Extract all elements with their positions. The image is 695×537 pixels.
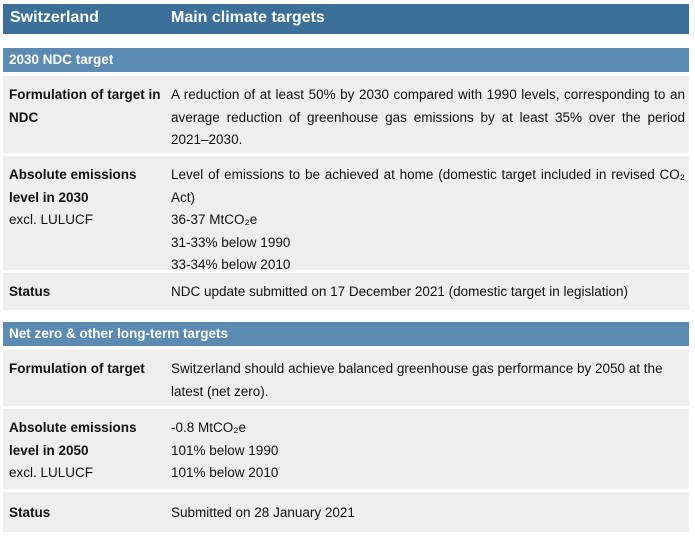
value-line: Level of emissions to be achieved at home (domestic target included in revised CO₂ Act) [171, 167, 685, 205]
value-line: -0.8 MtCO₂e [171, 420, 247, 435]
value-line: 31-33% below 1990 [171, 234, 291, 250]
section-title: 2030 NDC target [9, 52, 114, 67]
table-row-formulation-ndc [3, 76, 689, 153]
row-label-text: Formulation of target [9, 361, 145, 376]
section-header-2030-ndc [3, 48, 689, 72]
value-line: 33-34% below 2010 [171, 257, 291, 272]
row-value: A reduction of at least 50% by 2030 compared with 1990 levels, corresponding to an average reduction of greenhouse gas emissions by at least 35% over the period 2021–2030. [171, 87, 685, 147]
row-label [9, 358, 163, 381]
table-row-formulation-longterm [3, 350, 689, 406]
row-label-text: Absolute emissions level in 2030 [9, 167, 137, 205]
row-value: NDC update submitted on 17 December 2021 (domestic target in legislation) [171, 284, 628, 299]
row-value: Submitted on 28 January 2021 [171, 505, 355, 520]
row-label-text: Absolute emissions level in 2050 [9, 420, 137, 458]
value-line: 36-37 MtCO₂e [171, 212, 258, 227]
row-value [171, 417, 685, 485]
row-label-text: Status [9, 505, 51, 520]
value-line: 101% below 2010 [171, 465, 279, 480]
table-row-absolute-2050 [3, 409, 689, 489]
table-row-status-longterm [3, 492, 689, 532]
row-sublabel: excl. LULUCF [9, 212, 94, 227]
section-title: Net zero & other long-term targets [9, 326, 229, 341]
table-row-status-ndc [3, 273, 689, 310]
row-label [9, 281, 163, 304]
section-header-net-zero [3, 322, 689, 346]
value-line: 101% below 1990 [171, 442, 279, 458]
row-value [171, 164, 685, 277]
table-header [3, 4, 689, 34]
table-row-absolute-2030 [3, 156, 689, 270]
row-label [9, 417, 163, 485]
country-title: Switzerland [10, 9, 99, 26]
row-label [9, 84, 163, 129]
row-label [9, 164, 163, 232]
row-label-text: Status [9, 284, 51, 299]
table-title: Main climate targets [171, 9, 325, 26]
row-label-text: Formulation of target in NDC [9, 87, 161, 125]
row-value: Switzerland should achieve balanced greenhouse gas performance by 2050 at the latest (net zero). [171, 361, 663, 399]
row-label [9, 502, 163, 525]
row-sublabel: excl. LULUCF [9, 465, 94, 480]
